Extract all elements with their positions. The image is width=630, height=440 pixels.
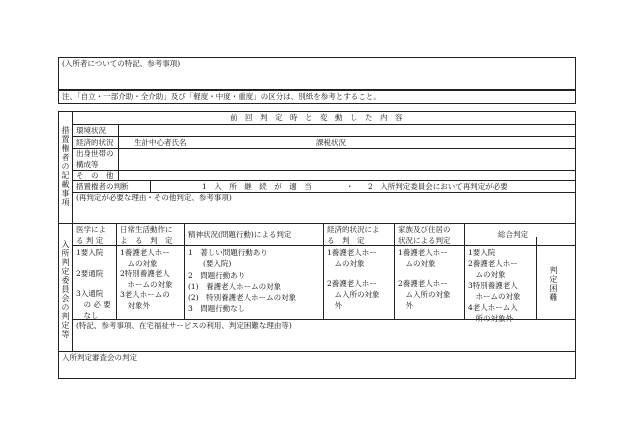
- col-overall-header: 総合判定: [498, 230, 528, 239]
- difficult-label: 判定困難: [549, 266, 558, 302]
- medical-item: 1要入院: [76, 248, 104, 257]
- overall-item: 1要入院: [468, 248, 496, 257]
- mental-item: 2 問題行動あり: [188, 271, 246, 280]
- top-remarks-label: (入所者についての特記、参考事項): [62, 59, 181, 68]
- rejudge-reason: (再判定が必要な理由・その他判定、参考事項): [76, 193, 232, 202]
- overall-item: 3特別養護老人 ホームの対象: [468, 281, 521, 301]
- measure-side-label: 措置権者の記載事項: [61, 126, 70, 207]
- row-economic-tax: 課税状況: [316, 138, 346, 147]
- economic-item: 2養護老人ホー ム入所の対象 外: [327, 279, 380, 310]
- committee-remarks: (特記、参考事項、在宅福祉サービスの利用、判定困難な理由等): [76, 321, 292, 330]
- col-mental-header: 精神状況(問題行動)による判定: [188, 230, 292, 239]
- mental-item: 3 問題行動なし: [188, 304, 246, 313]
- row-other: そ の 他: [76, 171, 114, 180]
- mental-item: (1) 養護老人ホームの対象: [188, 282, 282, 291]
- judgment-label: 措置権者の判断: [76, 182, 129, 191]
- medical-item: 2要通院: [76, 269, 104, 278]
- family-item: 2養護老人ホー ム入所の対象 外: [398, 279, 451, 310]
- col-daily-header: 日常生活動作に よ る 判 定: [120, 225, 173, 245]
- mental-item: 1 著しい問題行動あり (要入院): [188, 248, 268, 268]
- committee-side-label: 入所判定委員会の判定等: [61, 240, 70, 339]
- daily-item: 2特別養護老人 ホームの対象: [120, 269, 173, 289]
- medical-item: 3入通院 の 必 要 なし: [76, 289, 111, 320]
- col-medical-header: 医学によ る 判 定: [76, 225, 106, 245]
- screening-label: 入所判定審査会の判定: [62, 353, 137, 362]
- family-item: 1養護老人ホー ムの対象: [398, 248, 448, 268]
- row-economic-breadwinner: 生計中心者氏名: [134, 138, 187, 147]
- judgment-option-rejudge: 2 入所判定委員会において再判定が必要: [368, 182, 508, 191]
- row-family: 出身世帯の 構成等: [76, 149, 114, 169]
- mental-item: (2) 特別養護老人ホームの対象: [188, 293, 297, 302]
- daily-item: 1養護老人ホー ムの対象: [120, 248, 170, 268]
- economic-item: 1養護老人ホー ムの対象: [327, 248, 377, 268]
- note-text: 注、「自立・一部介助・全介助」及び「軽度・中度・重度」の区分は、別紙を参考とすること。: [62, 92, 381, 101]
- judgment-option-continue: 1 入 所 継 続 が 適 当: [202, 182, 312, 191]
- overall-item: 4老人ホーム入 所の対象外: [468, 303, 518, 323]
- judgment-dot: ・: [346, 182, 354, 191]
- row-environment: 環境状況: [76, 126, 106, 135]
- row-economic: 経済的状況: [76, 138, 114, 147]
- daily-item: 3老人ホームの 対象外: [120, 290, 170, 310]
- col-economic-header: 経済的状況によ る 判 定: [327, 225, 380, 245]
- measure-header: 前 回 判 定 時 と 変 動 し た 内 容: [230, 113, 403, 122]
- overall-item: 2養護老人ホー ムの対象: [468, 259, 518, 279]
- col-family-header: 家族及び住居の 状況による判定: [398, 225, 451, 245]
